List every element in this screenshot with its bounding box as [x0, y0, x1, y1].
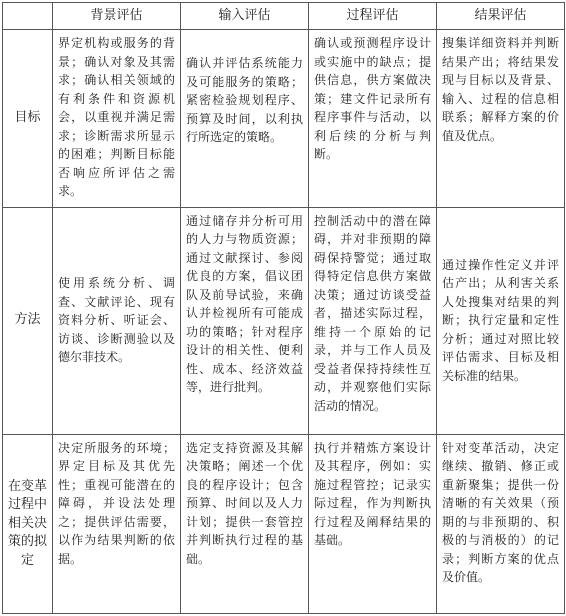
row-goals	[3, 30, 565, 208]
cell-goals-result: 搜集详细资料并判断结果产出；将结果发现与目标以及背景、输入、过程的信息相联系；解释方案的价值及优点。	[437, 30, 565, 208]
cell-goals-input: 确认并评估系统能力及可能服务的策略；紧密检验规划程序、预算及时间，以利执行所选定的策略。	[181, 30, 309, 208]
cell-methods-result: 通过操作性定义并评估产出；从利害关系人处搜集对结果的判断；执行定量和定性分析；通过对照比较评估需求、目标及相关标准的结果。	[437, 207, 565, 434]
cell-methods-background: 使用系统分析、调查、文献评论、现有资料分析、听证会、访谈、诊断测验以及德尔菲技术。	[53, 207, 181, 434]
cell-decisions-input: 选定支持资源及其解决策略；阐述一个优良的程序设计；包含预算、时间以及人力计划；提供一套管控并判断执行过程的基础。	[181, 434, 309, 613]
header-result-evaluation: 结果评估	[437, 3, 565, 30]
cell-decisions-process: 执行并精炼方案设计及其程序，例如：实施过程管控；记录实际过程，作为判断执行过程及阐释结果的基础。	[309, 434, 437, 613]
header-row	[3, 3, 565, 30]
evaluation-model-table	[2, 2, 565, 614]
cell-goals-background: 界定机构或服务的背景；确认对象及其需求；确认相关领域的有利条件和资源机会，以重视并满足需求；诊断需求所显示的困难；判断目标能否响应所评估之需求。	[53, 30, 181, 208]
row-label-methods: 方法	[3, 207, 53, 434]
row-methods	[3, 207, 565, 434]
row-label-goals: 目标	[3, 30, 53, 208]
cell-decisions-result: 针对变革活动，决定继续、撤销、修正或重新聚集；提供一份清晰的有关效果（预期的与非预期的、积极的与消极的）的记录；判断方案的优点及价值。	[437, 434, 565, 613]
header-process-evaluation: 过程评估	[309, 3, 437, 30]
corner-cell	[3, 3, 53, 30]
cell-methods-process: 控制活动中的潜在障碍，并对非预期的障碍保持警觉；通过取得特定信息供方案做决策；通过访谈受益者，描述实际过程，维持一个原始的记录，并与工作人员及受益者保持持续性互动，并观察他们实际活动的情况。	[309, 207, 437, 434]
cell-decisions-background: 决定所服务的环境；界定目标及其优先性；重视可能潜在的障碍，并设法处理之；提供评估需要，以作为结果判断的依据。	[53, 434, 181, 613]
cell-methods-input: 通过储存并分析可用的人力与物质资源；通过文献探讨、参阅优良的方案，倡议团队及前导试验，来确认并检视所有可能成功的策略；针对程序设计的相关性、便利性、成本、经济效益等，进行批判。	[181, 207, 309, 434]
header-input-evaluation: 输入评估	[181, 3, 309, 30]
cell-goals-process: 确认或预测程序设计或实施中的缺点；提供信息，供方案做决策；建文件记录所有程序事件与活动，以利后续的分析与判断。	[309, 30, 437, 208]
header-background-evaluation: 背景评估	[53, 3, 181, 30]
row-decisions	[3, 434, 565, 613]
row-label-decisions: 在变革过程中相关决策的拟定	[3, 434, 53, 613]
